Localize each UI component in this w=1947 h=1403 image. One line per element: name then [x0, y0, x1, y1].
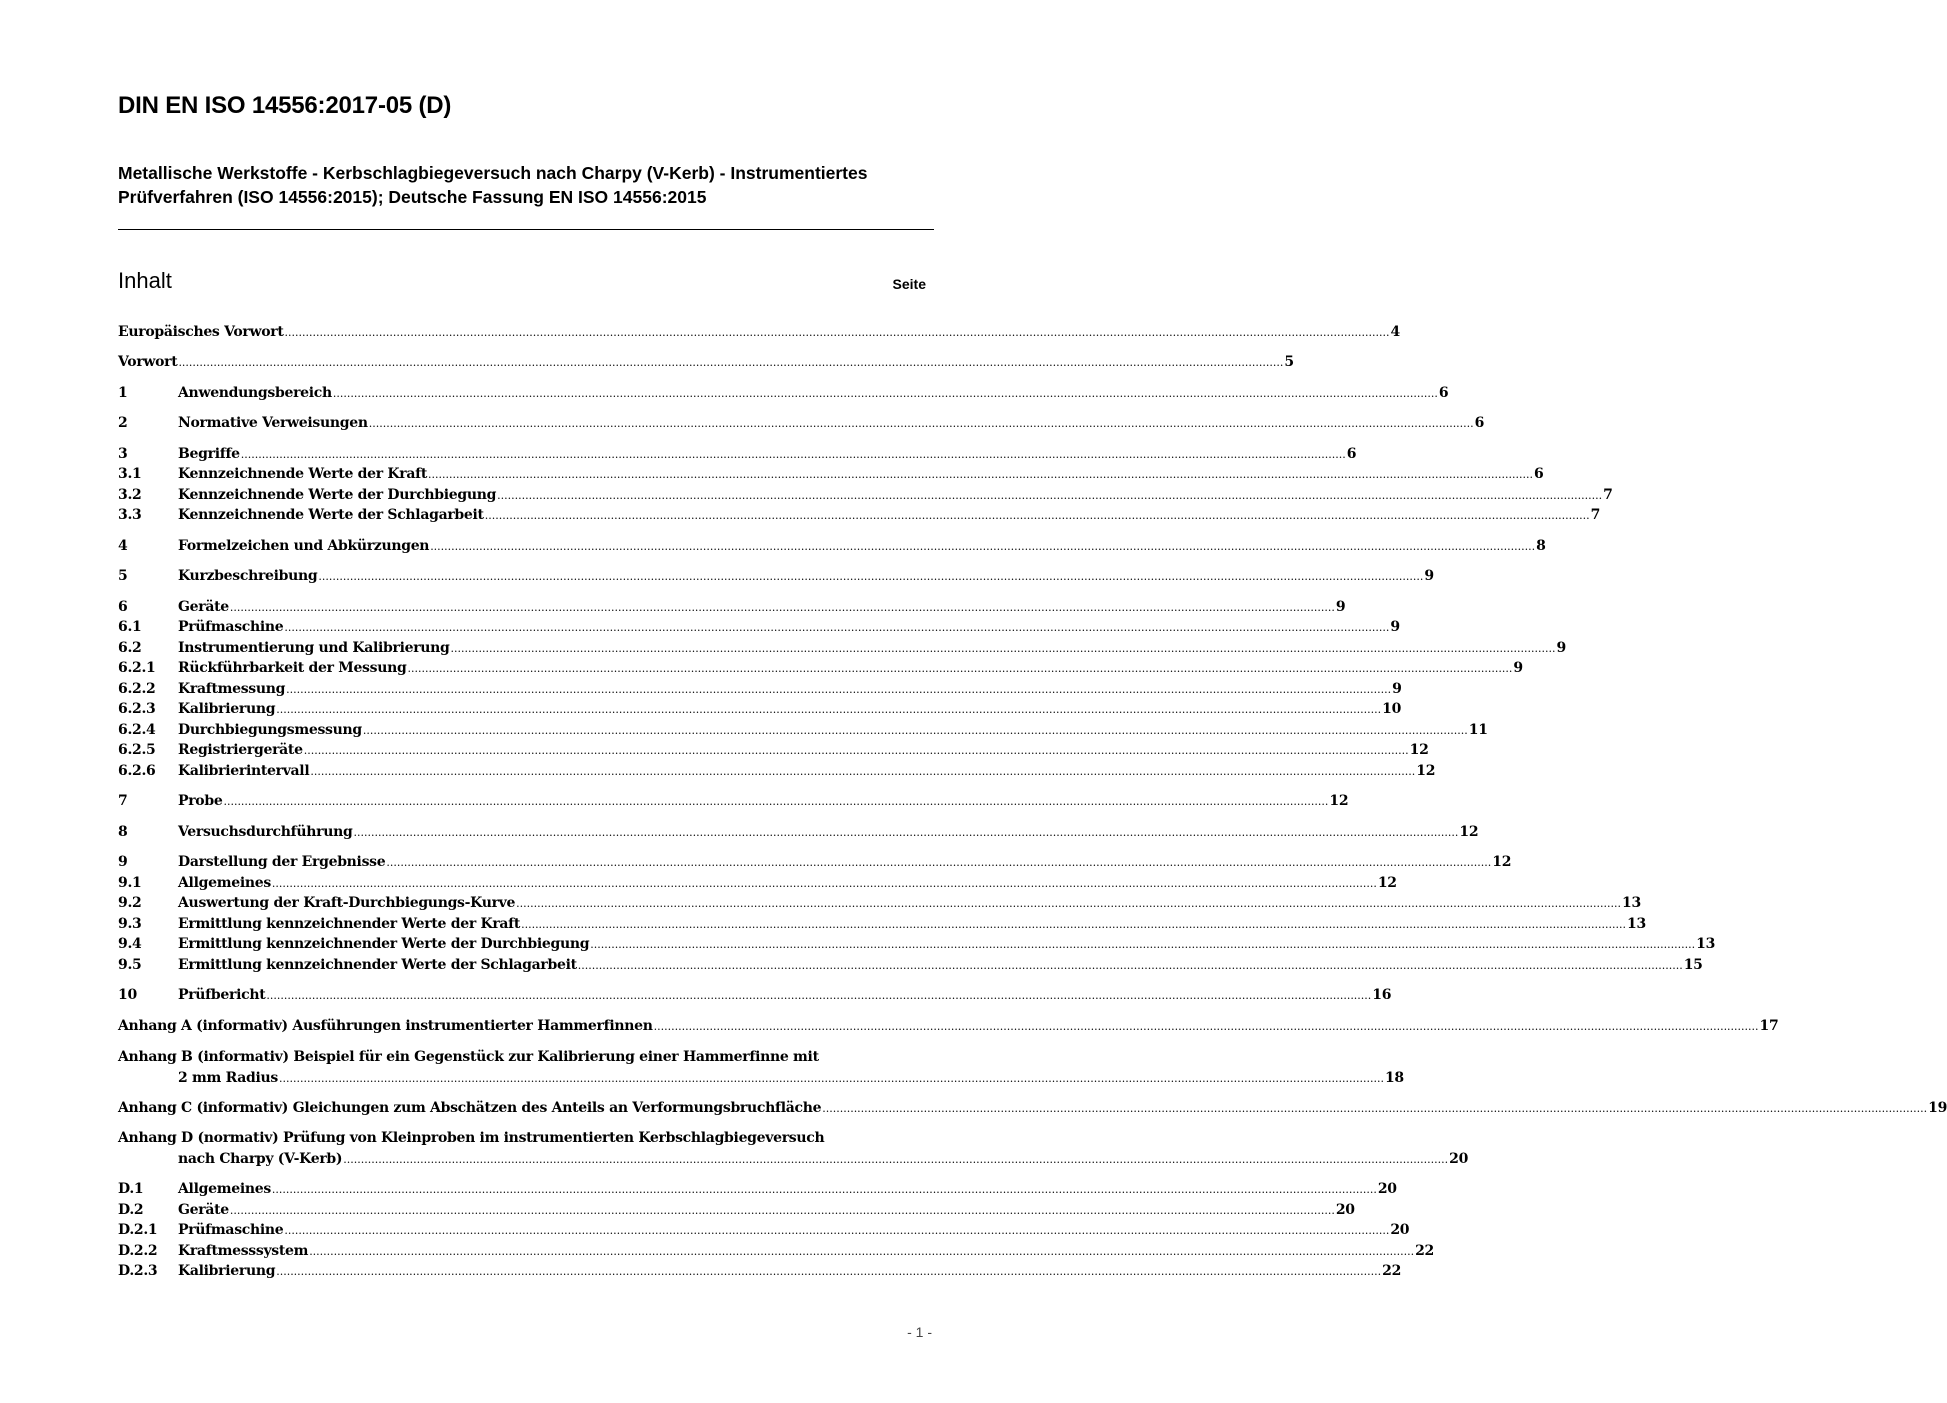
toc-entry-page: 20: [1390, 1222, 1410, 1238]
toc-entry-label: Ermittlung kennzeichnender Werte der Kraft: [178, 916, 521, 932]
toc-entry-number: 6.2.6: [118, 763, 156, 779]
toc-entry-page: 15: [1683, 957, 1703, 973]
toc-entry-label: Anwendungsbereich: [178, 385, 332, 401]
toc-entry-number: 9: [118, 854, 128, 870]
toc-dot-leader: [304, 744, 1409, 757]
toc-entry-label: Kennzeichnende Werte der Durchbiegung: [178, 487, 497, 503]
toc-entry-page: 12: [1377, 875, 1397, 891]
toc-entry-number: 2: [118, 415, 128, 431]
toc-entry[interactable]: [118, 1130, 930, 1151]
toc-entry[interactable]: [118, 385, 1449, 406]
toc-entry-number: 6.2.5: [118, 742, 156, 758]
toc-entry[interactable]: [118, 1243, 1434, 1264]
toc-entry[interactable]: [118, 1202, 1355, 1223]
toc-entry[interactable]: [118, 1222, 1410, 1243]
toc-dot-leader: [223, 795, 1328, 808]
toc-entry-continuation[interactable]: [178, 1151, 1469, 1172]
toc-page-column-label: Seite: [892, 276, 926, 292]
toc-entry[interactable]: [118, 507, 1601, 528]
toc-entry[interactable]: [118, 619, 1400, 640]
toc-entry[interactable]: [118, 701, 1402, 722]
toc-entry-number: 6.1: [118, 619, 142, 635]
toc-entry[interactable]: [118, 875, 1397, 896]
toc-entry[interactable]: [118, 722, 1488, 743]
toc-entry-number: 6.2: [118, 640, 142, 656]
toc-entry[interactable]: [118, 324, 1400, 345]
toc-entry-label: Europäisches Vorwort: [118, 324, 284, 340]
toc-entry-label-continuation: 2 mm Radius: [178, 1070, 279, 1086]
toc-entry[interactable]: [118, 824, 1479, 845]
toc-entry-number: 3: [118, 446, 128, 462]
toc-entry-label: Auswertung der Kraft-Durchbiegungs-Kurve: [178, 895, 516, 911]
toc-entry-label: Kurzbeschreibung: [178, 568, 318, 584]
toc-entry-number: 1: [118, 385, 128, 401]
toc-entry-number: 3.2: [118, 487, 142, 503]
toc-entry-label: Durchbiegungsmessung: [178, 722, 362, 738]
toc-entry-page: 12: [1329, 793, 1349, 809]
toc-entry-page: 8: [1536, 538, 1546, 554]
toc-entry-label: Vorwort: [118, 354, 178, 370]
toc-entry-page: 12: [1459, 824, 1479, 840]
toc-entry[interactable]: [118, 568, 1434, 589]
toc-entry-number: 9.1: [118, 875, 142, 891]
toc-entry[interactable]: [118, 936, 1716, 957]
toc-dot-leader: [333, 387, 1438, 400]
document-id: DIN EN ISO 14556:2017-05 (D): [118, 92, 452, 119]
toc-entry-page: 12: [1409, 742, 1429, 758]
toc-entry-page: 13: [1627, 916, 1646, 932]
toc-entry[interactable]: [118, 987, 1392, 1008]
toc-entry-label: Geräte: [178, 599, 229, 615]
toc-entry-page: 20: [1377, 1181, 1397, 1197]
toc-entry-page: 22: [1415, 1243, 1434, 1259]
toc-entry-label: Kraftmessung: [178, 681, 286, 697]
toc-entry-page: 22: [1382, 1263, 1402, 1279]
toc-entry-label: Anhang D (normativ) Prüfung von Kleinproben im instrumentierten Kerbschlagbiegeversuch: [118, 1130, 825, 1146]
toc-entry[interactable]: [118, 1018, 1779, 1039]
toc-entry-page: 13: [1696, 936, 1716, 952]
toc-entry-page: 13: [1622, 895, 1641, 911]
toc-entry[interactable]: [118, 681, 1402, 702]
toc-entry[interactable]: [118, 599, 1346, 620]
toc-dot-leader: [822, 1102, 1927, 1115]
toc-entry-page: 6: [1533, 466, 1544, 482]
toc-entry-number: 6.2.3: [118, 701, 156, 717]
page-number: - 1 -: [907, 1324, 932, 1340]
toc-entry-number: 7: [118, 793, 128, 809]
toc-entry-number: 3.3: [118, 507, 142, 523]
toc-entry-continuation[interactable]: [178, 1070, 1404, 1091]
toc-dot-leader: [309, 1245, 1414, 1258]
toc-entry-page: 9: [1392, 681, 1402, 697]
toc-entry-number: 8: [118, 824, 128, 840]
toc-entry-page: 9: [1556, 640, 1566, 656]
toc-entry[interactable]: [118, 957, 1703, 978]
toc-entry-page: 9: [1390, 619, 1400, 635]
toc-entry-number: 3.1: [118, 466, 142, 482]
toc-entry-label: Kennzeichnende Werte der Kraft: [178, 466, 428, 482]
toc-dot-leader: [428, 468, 1533, 481]
title-divider: [118, 229, 934, 230]
toc-dot-leader: [279, 1072, 1384, 1085]
toc-entry-number: 5: [118, 568, 128, 584]
toc-entry-label: Probe: [178, 793, 223, 809]
toc-entry-label: Kalibrierung: [178, 1263, 276, 1279]
toc-dot-leader: [285, 326, 1390, 339]
toc-dot-leader: [178, 356, 1283, 369]
toc-entry-label-continuation: nach Charpy (V-Kerb): [178, 1151, 343, 1167]
toc-entry-page: 19: [1928, 1100, 1947, 1116]
toc-entry-number: 9.5: [118, 957, 142, 973]
toc-entry-label: Versuchsdurchführung: [178, 824, 353, 840]
toc-entry-page: 11: [1468, 722, 1488, 738]
toc-entry-label: Geräte: [178, 1202, 229, 1218]
toc-dot-leader: [353, 826, 1458, 839]
toc-entry[interactable]: [118, 793, 1349, 814]
toc-entry[interactable]: [118, 742, 1429, 763]
toc-entry-label: Prüfbericht: [178, 987, 266, 1003]
toc-entry-label: Instrumentierung und Kalibrierung: [178, 640, 450, 656]
toc-entry-page: 9: [1335, 599, 1346, 615]
toc-entry-label: Formelzeichen und Abkürzungen: [178, 538, 430, 554]
toc-heading: Inhalt: [118, 268, 172, 293]
toc-entry[interactable]: [118, 354, 1294, 375]
toc-entry-page: 12: [1492, 854, 1512, 870]
toc-entry-page: 7: [1590, 507, 1601, 523]
toc-dot-leader: [451, 642, 1556, 655]
toc-entry-label: Rückführbarkeit der Messung: [178, 660, 407, 676]
toc-entry-label: Allgemeines: [178, 875, 271, 891]
toc-entry-number: 4: [118, 538, 128, 554]
toc-entry-label: Kalibrierintervall: [178, 763, 310, 779]
toc-entry-page: 10: [1382, 701, 1402, 717]
toc-entry-number: D.2: [118, 1202, 144, 1218]
toc-entry[interactable]: [118, 640, 1566, 661]
toc-entry-page: 17: [1759, 1018, 1779, 1034]
toc-dot-leader: [286, 683, 1391, 696]
toc-entry-number: D.2.2: [118, 1243, 158, 1259]
toc-entry-label: Anhang C (informativ) Gleichungen zum Abschätzen des Anteils an Verformungsbruchfläche: [118, 1100, 822, 1116]
toc-entry-number: 6.2.1: [118, 660, 156, 676]
toc-entry[interactable]: [118, 415, 1485, 436]
document-title: Metallische Werkstoffe - Kerbschlagbiegeversuch nach Charpy (V-Kerb) - Instrumentiertes Prüfverfahren (ISO 14556:2015); Deutsche Fassung EN ISO 14556:2015: [118, 163, 868, 207]
toc-entry-number: 9.3: [118, 916, 142, 932]
toc-entry-number: 9.4: [118, 936, 142, 952]
toc-entry[interactable]: [118, 1100, 1947, 1121]
toc-dot-leader: [430, 540, 1535, 553]
toc-dot-leader: [284, 1224, 1389, 1237]
toc-entry-label: Begriffe: [178, 446, 240, 462]
toc-entry-number: 10: [118, 987, 137, 1003]
toc-dot-leader: [266, 989, 1371, 1002]
toc-entry-page: 6: [1474, 415, 1485, 431]
toc-entry-label: Ermittlung kennzeichnender Werte der Schlagarbeit: [178, 957, 577, 973]
toc-dot-leader: [497, 489, 1602, 502]
toc-entry-label: Registriergeräte: [178, 742, 303, 758]
toc-entry-label: Ermittlung kennzeichnender Werte der Durchbiegung: [178, 936, 590, 952]
toc-entry-label: Kalibrierung: [178, 701, 276, 717]
toc-entry-page: 16: [1372, 987, 1392, 1003]
toc-entry-number: D.2.3: [118, 1263, 158, 1279]
toc-entry[interactable]: [118, 466, 1544, 487]
toc-entry-number: D.2.1: [118, 1222, 158, 1238]
toc-dot-leader: [318, 570, 1423, 583]
toc-entry[interactable]: [118, 854, 1512, 875]
toc-entry-label: Anhang A (informativ) Ausführungen instrumentierter Hammerfinnen: [118, 1018, 653, 1034]
toc-dot-leader: [272, 877, 1377, 890]
toc-entry-number: 6.2.2: [118, 681, 156, 697]
toc-entry-label: Allgemeines: [178, 1181, 271, 1197]
toc-dot-leader: [343, 1153, 1448, 1166]
toc-entry-page: 12: [1416, 763, 1436, 779]
toc-dot-leader: [310, 765, 1415, 778]
toc-dot-leader: [654, 1020, 1759, 1033]
toc-entry-page: 6: [1346, 446, 1357, 462]
toc-dot-leader: [276, 1265, 1381, 1278]
toc-entry-label: Prüfmaschine: [178, 619, 284, 635]
toc-entry-label: Prüfmaschine: [178, 1222, 284, 1238]
toc-dot-leader: [521, 918, 1626, 931]
toc-dot-leader: [369, 417, 1474, 430]
toc-dot-leader: [241, 448, 1346, 461]
toc-dot-leader: [272, 1183, 1377, 1196]
toc-dot-leader: [363, 724, 1468, 737]
toc-dot-leader: [485, 509, 1590, 522]
toc-entry-number: 6: [118, 599, 128, 615]
toc-entry[interactable]: [118, 763, 1436, 784]
toc-entry[interactable]: [118, 538, 1546, 559]
toc-dot-leader: [230, 1204, 1335, 1217]
toc-entry-page: 20: [1449, 1151, 1469, 1167]
toc-entry[interactable]: [118, 916, 1646, 937]
toc-entry-page: 6: [1438, 385, 1449, 401]
toc-entry[interactable]: [118, 1263, 1402, 1284]
toc-entry-page: 9: [1424, 568, 1434, 584]
toc-entry[interactable]: [118, 1181, 1397, 1202]
toc-entry-label: Normative Verweisungen: [178, 415, 368, 431]
toc-entry[interactable]: [118, 446, 1357, 467]
toc-entry[interactable]: [118, 487, 1613, 508]
toc-dot-leader: [276, 703, 1381, 716]
toc-dot-leader: [590, 938, 1695, 951]
toc-entry-number: 6.2.4: [118, 722, 156, 738]
toc-dot-leader: [284, 621, 1389, 634]
toc-entry-page: 18: [1384, 1070, 1404, 1086]
toc-entry-number: D.1: [118, 1181, 144, 1197]
toc-dot-leader: [578, 959, 1683, 972]
toc-dot-leader: [407, 662, 1512, 675]
toc-entry-page: 9: [1513, 660, 1523, 676]
toc-entry-page: 5: [1284, 354, 1294, 370]
toc-dot-leader: [230, 601, 1335, 614]
toc-entry[interactable]: [118, 895, 1641, 916]
toc-entry-label: Anhang B (informativ) Beispiel für ein Gegenstück zur Kalibrierung einer Hammerfinne mit: [118, 1049, 819, 1065]
toc-entry[interactable]: [118, 660, 1523, 681]
toc-dot-leader: [516, 897, 1621, 910]
toc-entry-label: Kennzeichnende Werte der Schlagarbeit: [178, 507, 484, 523]
toc-dot-leader: [386, 856, 1491, 869]
toc-entry[interactable]: [118, 1049, 930, 1070]
toc-entry-label: Darstellung der Ergebnisse: [178, 854, 386, 870]
toc-entry-number: 9.2: [118, 895, 142, 911]
toc-entry-page: 20: [1335, 1202, 1355, 1218]
toc-entry-page: 7: [1603, 487, 1613, 503]
toc-entry-page: 4: [1390, 324, 1400, 340]
toc-entry-label: Kraftmesssystem: [178, 1243, 309, 1259]
